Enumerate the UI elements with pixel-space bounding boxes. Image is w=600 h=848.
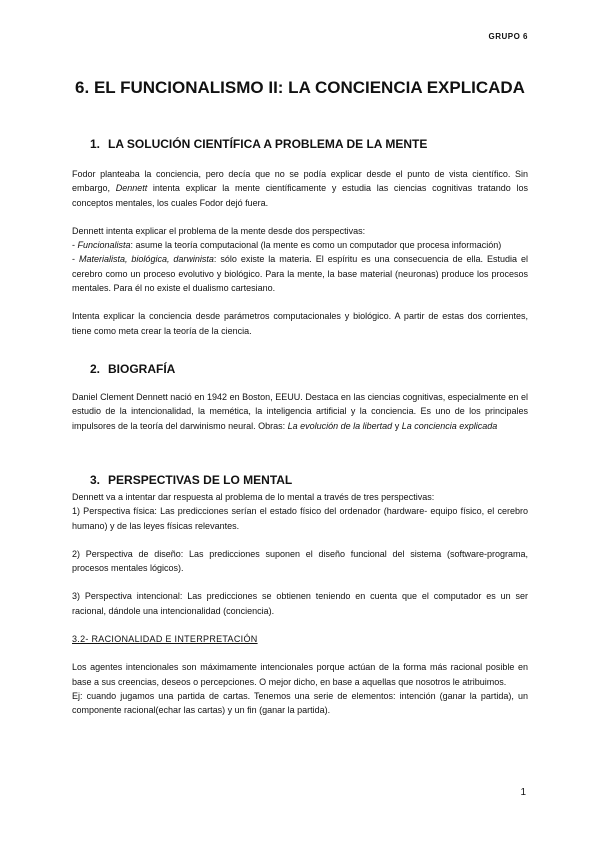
paragraph: Dennett intenta explicar el problema de la mente desde dos perspectivas: [72, 225, 366, 236]
paragraph: Daniel Clement Dennett nació en 1942 en Boston, EEUU. Destaca en las ciencias cognitivas, especialmente en el estudio de la intencionalidad, la memética, la inteligencia artificial y la conciencia. Es uno de los principales impulsores de la teoría del darwinismo neural. Obras: La evolución de la libertad y La conciencia explicada [72, 392, 528, 431]
section-3-heading [72, 473, 546, 487]
section-3-title: PERSPECTIVAS DE LO MENTAL [108, 473, 293, 487]
section-3-number: 3. [90, 473, 101, 487]
page-number: 1 [520, 787, 526, 798]
header-group-label: GRUPO 6 [488, 32, 528, 41]
paragraph: Los agentes intencionales son máximamente intencionales porque actúan de la forma más racional posible en base a sus creencias, deseos o percepciones. O mejor dicho, en base a aquellas que nosotros le atribuimos. [72, 662, 528, 687]
subsection-heading: 3.2- RACIONALIDAD E INTERPRETACIÓN [72, 634, 258, 645]
section-2-number: 2. [90, 362, 101, 376]
document-title: 6. EL FUNCIONALISMO II: LA CONCIENCIA EXPLICADA [75, 78, 525, 97]
paragraph: Dennett va a intentar dar respuesta al problema de lo mental a través de tres perspectivas: [72, 492, 435, 502]
section-3-body [72, 490, 528, 718]
section-2-heading [72, 362, 546, 376]
paragraph: 3) Perspectiva intencional: Las predicciones se obtienen teniendo en cuenta que el computador es un ser racional, dándole una intencionalidad (conciencia). [72, 591, 528, 616]
paragraph: Ej: cuando jugamos una partida de cartas. Tenemos una serie de elementos: intención (ganar la partida), un componente racional(echar las cartas) y un fin (ganar la partida). [72, 690, 528, 716]
paragraph: Intenta explicar la conciencia desde parámetros computacionales y biológico. A partir de estas dos corrientes, tiene como meta crear la teoría de la ciencia. [72, 311, 528, 336]
paragraph: 1) Perspectiva física: Las predicciones serían el estado físico del ordenador (hardware- equipo físico, el cerebro humano) y de las leyes físicas relevantes. [72, 506, 528, 531]
paragraph: - Funcionalista: asume la teoría computacional (la mente es como un computador que procesa información) [72, 240, 502, 251]
section-1-heading [72, 137, 546, 151]
paragraph: - Materialista, biológica, darwinista: sólo existe la materia. El espíritu es una consecuencia de ella. Estudia el cerebro como un proceso evolutivo y biológico. Para la mente, la base material (neuronas) produce los procesos mentales. Para él no existe el dualismo cartesiano. [72, 254, 528, 294]
section-2-body [72, 390, 528, 433]
section-1-body [72, 167, 528, 338]
section-1-number: 1. [90, 137, 101, 151]
section-1-title: LA SOLUCIÓN CIENTÍFICA A PROBLEMA DE LA MENTE [108, 137, 428, 151]
section-2-title: BIOGRAFÍA [108, 362, 176, 376]
paragraph: Fodor planteaba la conciencia, pero decía que no se podía explicar desde el punto de vista científico. Sin embargo, Dennett intenta explicar la mente científicamente y estudia las ciencias cognitivas tratando los conceptos mentales, los cuales Fodor dejó fuera. [72, 169, 528, 208]
paragraph: 2) Perspectiva de diseño: Las predicciones suponen el diseño funcional del sistema (software-programa, procesos mentales lógicos). [72, 548, 528, 574]
